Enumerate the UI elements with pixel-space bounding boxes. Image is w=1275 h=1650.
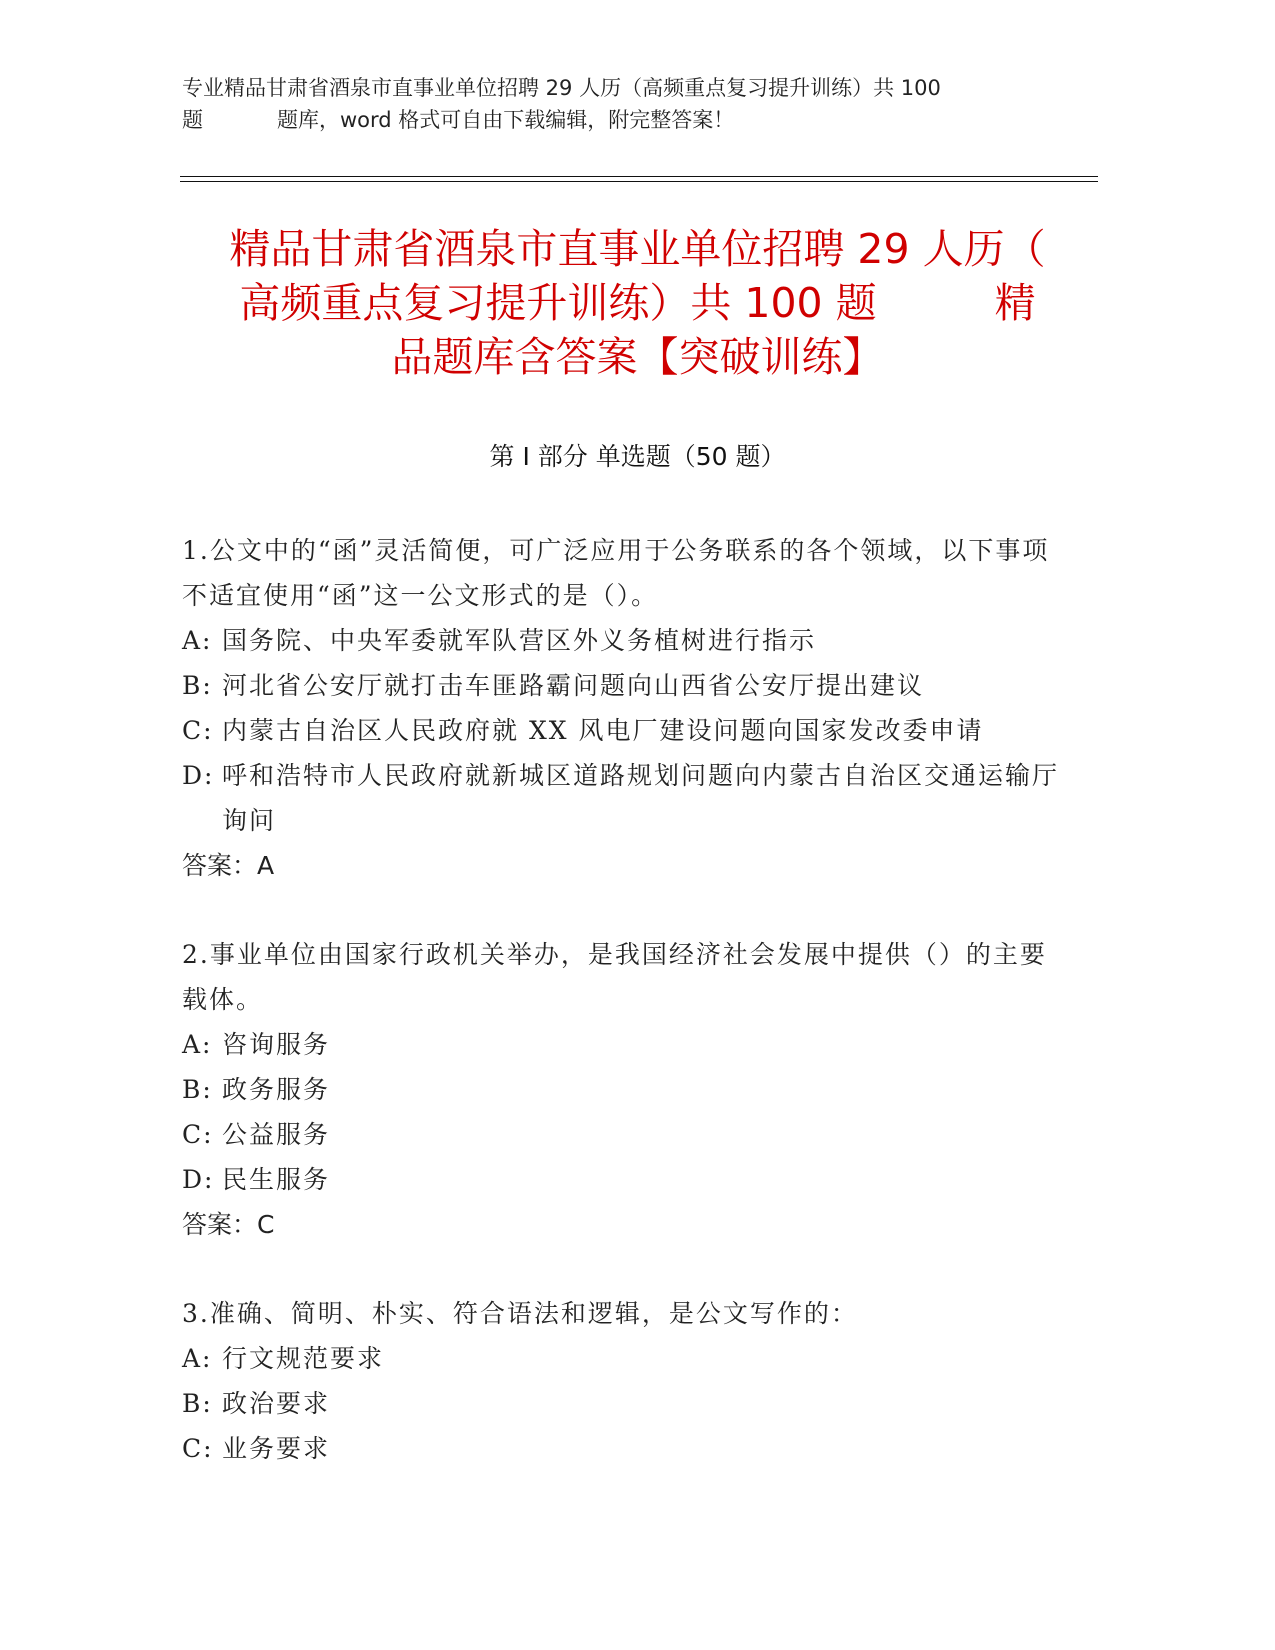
title-line3: 品题库含答案【突破训练】 (391, 333, 884, 381)
option-text: 民生服务 (222, 1165, 331, 1194)
option-row (182, 1022, 1062, 1067)
question-stem: 2.事业单位由国家行政机关举办，是我国经济社会发展中提供（）的主要载体。 (182, 940, 1047, 1014)
option-label: C: (182, 716, 214, 745)
option-label: C: (182, 1434, 214, 1463)
title-line2-a: 高频重点复习提升训练）共 100 题 (239, 279, 877, 327)
question-block (182, 1291, 1062, 1471)
header-note-line2-tail: 题库，word 格式可自由下载编辑，附完整答案！ (277, 108, 735, 132)
document-title (150, 222, 1125, 384)
option-row (182, 1112, 1062, 1157)
option-text: 政治要求 (222, 1389, 331, 1418)
option-label: D: (182, 761, 215, 790)
answer: 答案：A (182, 851, 275, 880)
header-note-line2-head: 题 (182, 108, 203, 132)
option-text: 咨询服务 (222, 1030, 331, 1059)
option-row (182, 1381, 1062, 1426)
header-note-line1: 专业精品甘肃省酒泉市直事业单位招聘 29 人历（高频重点复习提升训练）共 100 (182, 76, 941, 100)
header-rule-bottom (180, 181, 1098, 182)
option-label: B: (182, 1075, 213, 1104)
option-text: 内蒙古自治区人民政府就 XX 风电厂建设问题向国家发改委申请 (222, 716, 984, 745)
option-text: 国务院、中央军委就军队营区外义务植树进行指示 (222, 626, 817, 655)
header-note (182, 72, 1062, 136)
option-row (182, 1426, 1062, 1471)
option-text: 公益服务 (222, 1120, 331, 1149)
option-row (182, 708, 1062, 753)
question-list (182, 528, 1062, 1515)
option-row (182, 1067, 1062, 1112)
option-label: B: (182, 1389, 213, 1418)
option-row (182, 1157, 1062, 1202)
option-label: A: (182, 1030, 213, 1059)
option-row (182, 1336, 1062, 1381)
option-text: 政务服务 (222, 1075, 331, 1104)
header-rule-top (180, 176, 1098, 177)
option-label: A: (182, 1344, 213, 1373)
question-block (182, 528, 1062, 888)
option-label: B: (182, 671, 213, 700)
option-row (182, 618, 1062, 663)
title-line2 (150, 276, 1125, 330)
option-text: 业务要求 (222, 1434, 331, 1463)
option-row (182, 753, 1062, 843)
section-title: 第 I 部分 单选题（50 题） (489, 442, 786, 471)
option-text: 行文规范要求 (222, 1344, 385, 1373)
answer: 答案：C (182, 1210, 275, 1239)
option-label: A: (182, 626, 213, 655)
question-stem: 3.准确、简明、朴实、符合语法和逻辑，是公文写作的： (182, 1299, 858, 1328)
option-text: 呼和浩特市人民政府就新城区道路规划问题向内蒙古自治区交通运输厅询问 (222, 761, 1060, 835)
option-row (182, 663, 1062, 708)
option-label: D: (182, 1165, 215, 1194)
option-text: 河北省公安厅就打击车匪路霸问题向山西省公安厅提出建议 (222, 671, 925, 700)
title-line2-b: 精 (994, 279, 1036, 327)
option-label: C: (182, 1120, 214, 1149)
title-line1: 精品甘肃省酒泉市直事业单位招聘 29 人历（ (229, 225, 1046, 273)
question-block (182, 932, 1062, 1247)
header-note-line2 (182, 104, 1062, 136)
question-stem: 1.公文中的“函”灵活简便，可广泛应用于公务联系的各个领域，以下事项不适宜使用“函”这一公文形式的是（）。 (182, 536, 1050, 610)
